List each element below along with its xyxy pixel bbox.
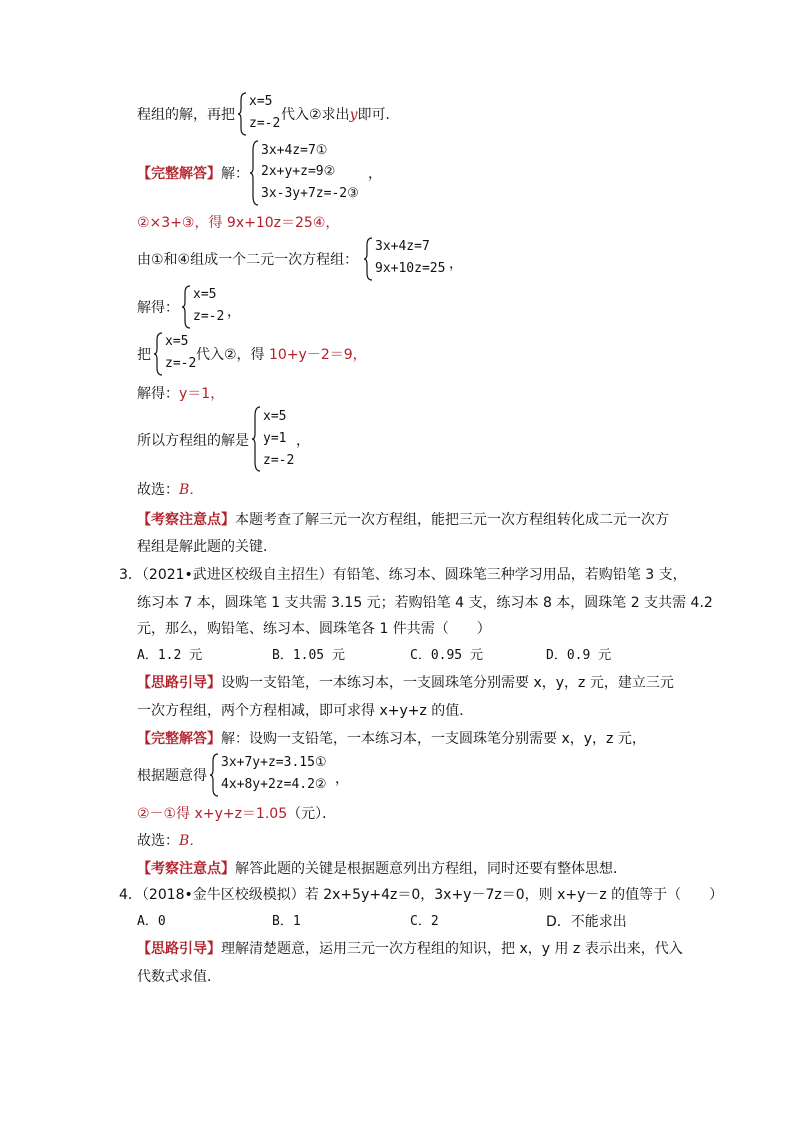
solution-line-1: 程组的解，再把 [137,107,235,123]
brace-icon [181,285,191,329]
q4-option-b: B．1 [272,914,301,929]
solution-line-8: 所以方程组的解是 [137,433,249,449]
solution-line-4-tail: ， [449,256,463,272]
q3-option-a: A．1.2 元 [137,648,203,663]
q4-option-a: A．0 [137,914,166,929]
q3-option-d: D．0.9 元 [546,648,612,663]
q4-option-c: C．2 [410,914,439,929]
q3-hint-line-1: 【思路引导】设购一支铅笔，一本练习本，一支圆珠笔分别需要 x，y，z 元，建立三元 [137,675,674,691]
q3-solution-line-2: 根据题意得 [137,768,207,784]
brace-icon [209,753,219,797]
q3-option-b: B．1.05 元 [272,648,345,663]
q3-note-line: 【考察注意点】解答此题的关键是根据题意列出方程组，同时还要有整体思想． [137,861,627,877]
q3-solution-line-3: ②－①得 x+y+z＝1.05（元）． [137,806,337,822]
q3-hint-line-2: 一次方程组，两个方程相减，即可求得 x+y+z 的值． [137,703,474,719]
q3-solution-line-1: 【完整解答】解：设购一支铅笔，一本练习本，一支圆珠笔分别需要 x，y，z 元， [137,731,646,747]
note-line-2: 程组是解此题的关键． [137,539,277,555]
answer-line: 故选：B． [137,482,204,498]
q3-equation-system: 3x+7y+z=3.15① 4x+8y+2z=4.2② [209,753,339,797]
solution-line-4: 由①和④组成一个二元一次方程组： [137,252,359,268]
solution-line-7: 解得：y＝1， [137,386,225,402]
equation-system-4: 3x+4z=7 9x+10z=25 [363,237,453,281]
brace-icon [237,92,247,136]
brace-icon [249,140,259,206]
solution-line-2-tail: ， [368,166,382,182]
solution-line-6-tail: 代入②，得 10+y－2＝9， [196,347,367,363]
q4-option-d: D．不能求出 [546,914,627,930]
q3-answer-line: 故选：B． [137,833,204,849]
equation-system-1: x=5 z=-2 [237,92,277,136]
q4-stem-line-1: 4．（2018•金牛区校级模拟）若 2x+5y+4z＝0，3x+y－7z＝0，则 x+y－z 的值等于（ ） [119,887,724,903]
q3-stem-line-2: 练习本 7 本，圆珠笔 1 支共需 3.15 元；若购铅笔 4 支，练习本 8 本，圆珠笔 2 支共需 4.2 [137,595,713,611]
solution-line-8-tail: ， [296,433,310,449]
q3-solution-line-2-tail: ， [335,771,349,787]
q3-stem-line-1: 3．（2021•武进区校级自主招生）有铅笔、练习本、圆珠笔三种学习用品，若购铅笔 3 支， [119,567,687,583]
note-line-1: 【考察注意点】本题考查了解三元一次方程组，能把三元一次方程组转化成二元一次方 [137,512,669,528]
q3-option-c: C．0.95 元 [410,648,483,663]
equation-system-6: x=5 z=-2 [153,332,193,376]
equation-system-8: x=5 y=1 z=-2 [251,406,301,472]
solution-line-2: 【完整解答】解： [137,166,249,182]
q4-hint-line-1: 【思路引导】理解清楚题意，运用三元一次方程组的知识，把 x，y 用 z 表示出来，代入 [137,941,683,957]
brace-icon [363,237,373,281]
brace-icon [153,332,163,376]
brace-icon [251,406,261,472]
q4-hint-line-2: 代数式求值． [137,969,221,985]
solution-line-3: ②×3+③，得 9x+10z＝25④， [137,215,340,231]
solution-line-6: 把 [137,347,151,363]
solution-line-5: 解得： [137,300,179,316]
solution-line-1-tail: 代入②求出y即可． [281,107,400,123]
equation-system-2: 3x+4z=7① 2x+y+z=9② 3x-3y+7z=-2③ [249,140,359,206]
q3-stem-line-3: 元，那么，购铅笔、练习本、圆珠笔各 1 件共需（ ） [137,621,491,637]
solution-line-5-tail: ， [227,304,241,320]
equation-system-5: x=5 z=-2 [181,285,221,329]
